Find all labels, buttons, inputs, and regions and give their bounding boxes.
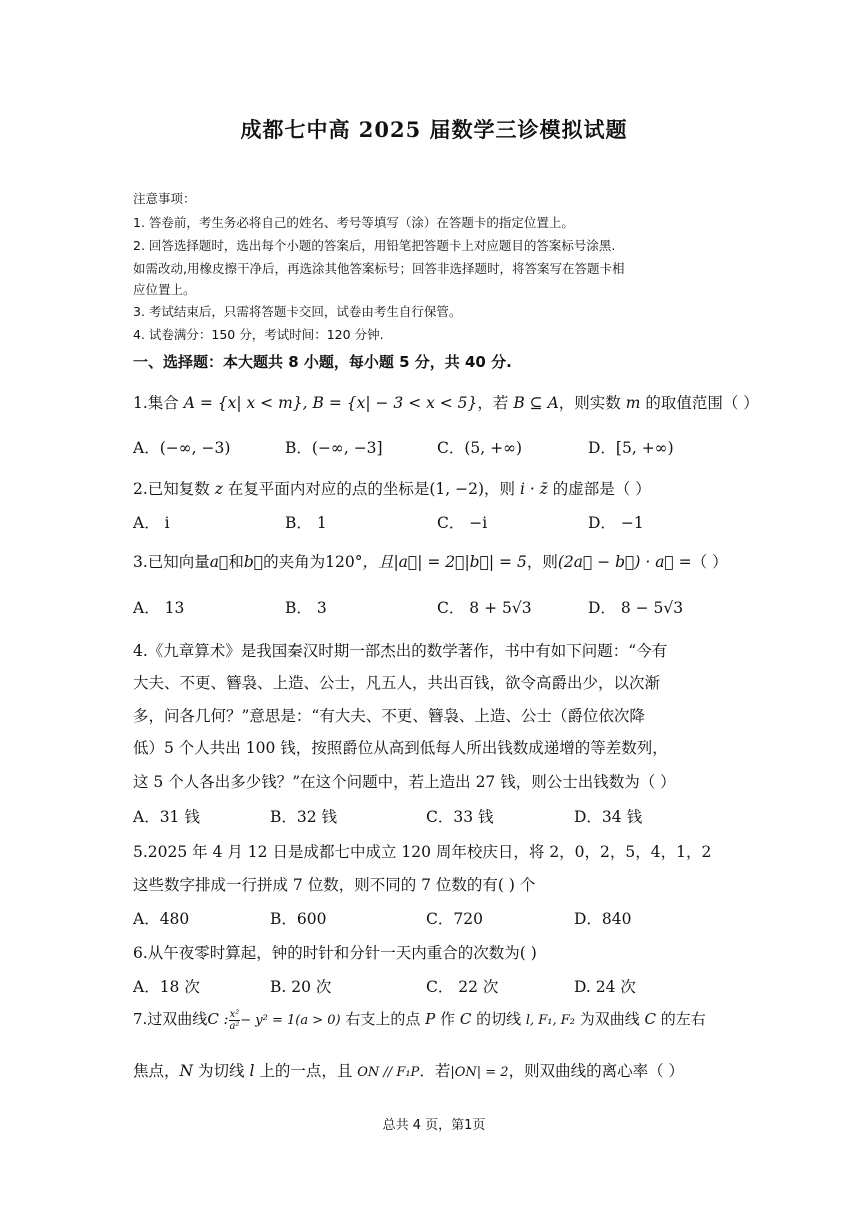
q1-text: 1.集合: [133, 394, 184, 412]
q2-text: 的虚部是（ ）: [547, 480, 651, 498]
q7-abs: |ON| = 2: [450, 1065, 509, 1080]
q7-numerator: x²: [229, 1008, 240, 1020]
q7-text: 作: [435, 1010, 460, 1028]
notice-line: 2. 回答选择题时，选出每个小题的答案后，用铅笔把答题卡上对应题目的答案标号涂黑.: [133, 238, 616, 253]
q2-point: (1, −2): [429, 480, 484, 498]
notice-line: 应位置上。: [133, 282, 196, 297]
q7-curve-name: C: [459, 1010, 472, 1028]
q7-curve-name: C: [644, 1010, 657, 1028]
question-4-line: 多，问各几何？”意思是：“有大夫、不更、簪袅、上造、公士（爵位依次降: [133, 707, 645, 725]
q2-text: ，则: [484, 480, 520, 498]
q1-option-c: C．(5, +∞): [437, 439, 523, 457]
q7-fraction: [229, 1009, 241, 1032]
q6-option-c: C． 22 次: [426, 978, 499, 996]
notice-line: 1. 答卷前，考生务必将自己的姓名、考号等填写（涂）在答题卡的指定位置上。: [133, 215, 574, 230]
q3-text: ，则: [526, 553, 558, 571]
q7-text: 的左右: [656, 1010, 706, 1028]
q4-option-b: B．32 钱: [270, 808, 338, 826]
q7-curve: C :: [207, 1010, 229, 1028]
q3-cond-b: |b⃗| = 5: [464, 553, 527, 571]
q3-angle: 120°: [325, 553, 363, 571]
question-4-line: 这 5 个人各出多少钱？”在这个问题中，若上造出 27 钱，则公士出钱数为（ ）: [133, 773, 676, 791]
q1-text: 的取值范围（ ）: [640, 394, 759, 412]
q1-text: ，则实数: [558, 394, 626, 412]
q5-option-d: D．840: [574, 910, 632, 928]
q2-option-a: A． i: [133, 514, 170, 532]
q4-option-a: A．31 钱: [133, 808, 200, 826]
q5-option-b: B．600: [270, 910, 327, 928]
question-7-line: [133, 1008, 706, 1032]
q5-option-c: C．720: [426, 910, 483, 928]
section-heading: 一、选择题：本大题共 8 小题，每小题 5 分，共 40 分.: [133, 353, 512, 371]
q3-option-c: C． 8 + 5√3: [437, 599, 532, 617]
page-footer: 总共 4 页，第1页: [382, 1118, 486, 1133]
page-title: 成都七中高 2025 届数学三诊模拟试题: [240, 117, 628, 142]
q7-text: 右支上的点: [340, 1010, 426, 1028]
question-2: [133, 477, 651, 499]
question-5-line: 这些数字排成一行拼成 7 位数，则不同的 7 位数的有( ) 个: [133, 876, 536, 894]
q2-option-b: B． 1: [285, 514, 327, 532]
question-4-line: 低）5 个人共出 100 钱，按照爵位从高到低每人所出钱数成递增的等差数列，: [133, 739, 668, 757]
q7-text: 为切线: [193, 1062, 250, 1080]
q7-text: 为双曲线: [575, 1010, 645, 1028]
q7-denominator: a²: [229, 1020, 240, 1032]
q1-option-a: A．(−∞, −3): [133, 439, 231, 457]
q3-text: 的夹角为: [263, 553, 326, 571]
q3-text: （ ）: [691, 553, 728, 571]
question-6: 6.从午夜零时算起，钟的时针和分针一天内重合的次数为( ): [133, 944, 537, 962]
q7-text: ，则双曲线的离心率（ ）: [508, 1062, 684, 1080]
q7-text: 的切线: [471, 1010, 526, 1028]
q3-vec-b: b⃗: [243, 553, 264, 571]
q2-option-c: C． −i: [437, 514, 488, 532]
q3-expr: (2a⃗ − b⃗) · a⃗ =: [557, 553, 692, 571]
q3-text: 3.已知向量: [133, 553, 210, 571]
q1-option-d: D．[5, +∞): [588, 439, 674, 457]
question-5-line: 5.2025 年 4 月 12 日是成都七中成立 120 周年校庆日，将 2，0，2，5，4，1，2: [133, 843, 712, 861]
q7-tangent: l: [249, 1062, 255, 1080]
q7-text: 7.过双曲线: [133, 1010, 208, 1028]
q2-expr: i · z̄: [519, 480, 548, 498]
q1-option-b: B．(−∞, −3]: [285, 439, 383, 457]
q2-var: z: [214, 480, 223, 498]
question-7-line: [133, 1059, 684, 1081]
q3-vec-a: a⃗: [209, 553, 229, 571]
question-3: [133, 550, 728, 572]
notice-heading: 注意事项：: [133, 191, 196, 206]
q1-sets: A = {x| x < m}, B = {x| − 3 < x < 5}: [183, 394, 478, 412]
notice-line: 如需改动,用橡皮擦干净后，再选涂其他答案标号；回答非选择题时，将答案写在答题卡相: [133, 261, 625, 276]
question-1: [133, 391, 759, 413]
q5-option-a: A．480: [133, 910, 190, 928]
q4-option-d: D．34 钱: [574, 808, 643, 826]
question-4-line: 4.《九章算术》是我国秦汉时期一部杰出的数学著作，书中有如下问题：“今有: [133, 642, 668, 660]
q3-text: 和: [228, 553, 244, 571]
q7-point-n: N: [179, 1062, 194, 1080]
q7-text: 焦点，: [133, 1062, 180, 1080]
q4-option-c: C．33 钱: [426, 808, 494, 826]
q1-text: ，若: [477, 394, 514, 412]
notice-line: 4. 试卷满分：150 分，考试时间：120 分钟.: [133, 327, 384, 342]
q1-condition: B ⊆ A: [513, 394, 559, 412]
q7-text: 上的一点，且: [254, 1062, 358, 1080]
q7-point: P: [425, 1010, 436, 1028]
q6-option-a: A．18 次: [133, 978, 200, 996]
q7-equation: − y² = 1(a > 0): [240, 1013, 341, 1028]
q2-option-d: D． −1: [588, 514, 644, 532]
q3-cond-a: ，且|a⃗| = 2，: [362, 553, 465, 571]
q6-option-d: D. 24 次: [574, 978, 636, 996]
q1-var: m: [625, 394, 641, 412]
q7-text: ．若: [419, 1062, 451, 1080]
question-4-line: 大夫、不更、簪袅、上造、公士，凡五人，共出百钱，欲令高爵出少，以次渐: [133, 674, 661, 692]
q2-text: 2.已知复数: [133, 480, 215, 498]
q7-tangent-foci: l, F₁, F₂: [525, 1013, 575, 1028]
q7-parallel: ON // F₁P: [357, 1065, 420, 1080]
q2-text: 在复平面内对应的点的坐标是: [222, 480, 430, 498]
q3-option-b: B． 3: [285, 599, 327, 617]
notice-line: 3. 考试结束后，只需将答题卡交回，试卷由考生自行保管。: [133, 304, 462, 319]
q6-option-b: B. 20 次: [270, 978, 332, 996]
q3-option-a: A． 13: [133, 599, 185, 617]
q3-option-d: D． 8 − 5√3: [588, 599, 684, 617]
